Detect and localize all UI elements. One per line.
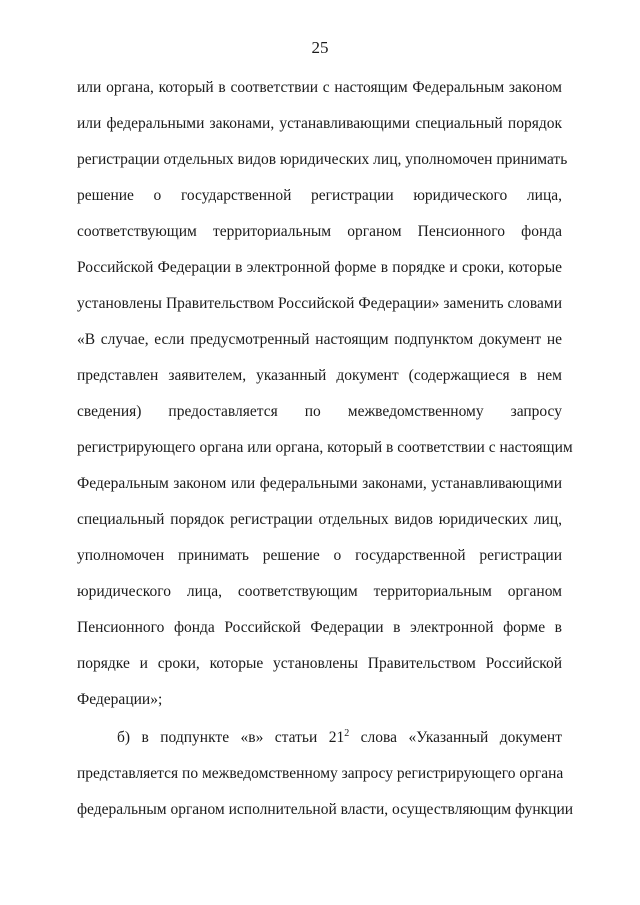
text-line: Федерации»; [77, 691, 163, 708]
text-line: сведения) предоставляется по межведомственному запросу [77, 403, 562, 420]
text-line: Пенсионного фонда Российской Федерации в электронной форме в [77, 619, 562, 636]
text-line: юридического лица, соответствующим территориальным органом [77, 583, 562, 600]
text-line: или органа, который в соответствии с настоящим Федеральным законом [77, 79, 562, 96]
text-line: установлены Правительством Российской Федерации» заменить словами [77, 295, 562, 312]
text-line: представлен заявителем, указанный документ (содержащиеся в нем [77, 367, 562, 384]
paragraph-b-text-after-sup: слова «Указанный документ [349, 729, 562, 746]
text-line: решение о государственной регистрации юридического лица, [77, 187, 562, 204]
text-line: специальный порядок регистрации отдельных видов юридических лиц, [77, 511, 562, 528]
text-line: «В случае, если предусмотренный настоящим подпунктом документ не [77, 331, 562, 348]
text-line: соответствующим территориальным органом Пенсионного фонда [77, 223, 562, 240]
text-line: уполномочен принимать решение о государственной регистрации [77, 547, 562, 564]
article-superscript: 2 [344, 728, 350, 739]
text-line: федеральным органом исполнительной власти, осуществляющим функции [77, 801, 574, 818]
text-line: представляется по межведомственному запросу регистрирующего органа [77, 765, 564, 782]
text-line: регистрирующего органа или органа, который в соответствии с настоящим [77, 439, 573, 456]
text-line: или федеральными законами, устанавливающими специальный порядок [77, 115, 562, 132]
text-line: Российской Федерации в электронной форме в порядке и сроки, которые [77, 259, 562, 276]
text-line: порядке и сроки, которые установлены Правительством Российской [77, 655, 562, 672]
page-number: 25 [311, 38, 329, 57]
paragraph-b-first-line [117, 728, 562, 748]
paragraph-b-text-before-sup: б) в подпункте «в» статьи 21 [117, 729, 345, 746]
text-line: Федеральным законом или федеральными законами, устанавливающими [77, 475, 562, 492]
text-line: регистрации отдельных видов юридических лиц, уполномочен принимать [77, 151, 568, 168]
